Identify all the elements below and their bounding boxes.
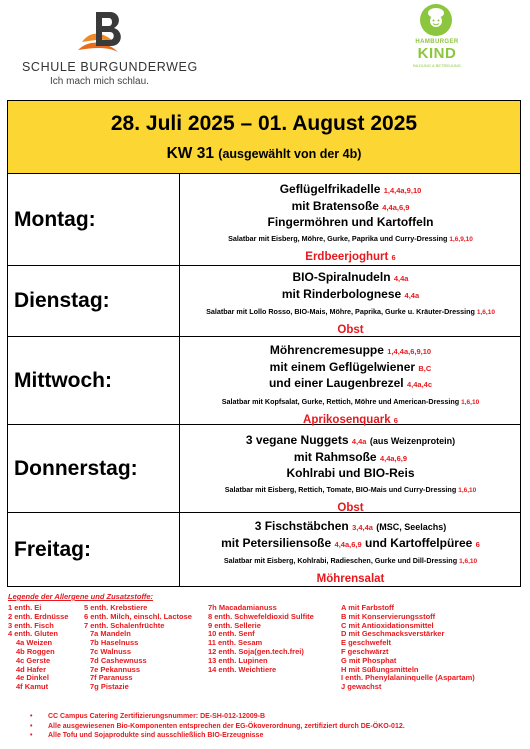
school-name: SCHULE BURGUNDERWEG xyxy=(22,60,198,74)
note-item: • Alle Tofu und Sojaprodukte sind ausschließlich BIO-Erzeugnisse xyxy=(30,731,520,741)
meal-cell xyxy=(181,266,520,340)
meal-line: Fingermöhren und Kartoffeln xyxy=(267,215,434,229)
legend-item: 13 enth. Lupinen xyxy=(208,655,268,665)
chef-icon xyxy=(420,4,452,36)
note-item: • Alle ausgewiesenen Bio-Komponenten entsprechen der EG-Ökoverordnung, zertifiziert durch DE-ÖKO-012. xyxy=(30,722,520,732)
dessert: Obst xyxy=(337,501,364,514)
meal-line: Geflügelfrikadelle 1,4,4a,9,10 xyxy=(279,182,422,196)
legend-item: 9 enth. Sellerie xyxy=(208,620,261,630)
meal-line: mit Petersiliensoße 4,4a,6,9 und Kartoffelpüree 6 xyxy=(221,535,480,550)
partner-top: HAMBURGER xyxy=(415,39,459,45)
legend-column-4 xyxy=(341,604,475,692)
legend-item: 3 enth. Fisch xyxy=(8,620,54,630)
legend-item: F geschwärzt xyxy=(341,646,389,656)
meal-line: mit Rahmsoße 4,4a,6,9 xyxy=(293,449,408,464)
meal-line: 3 vegane Nuggets 4,4a (aus Weizenprotein) xyxy=(245,433,456,447)
dessert: Aprikosenquark 6 xyxy=(303,413,398,426)
meal-line: mit Bratensoße 4,4a,6,9 xyxy=(291,198,410,213)
legend-item: G mit Phosphat xyxy=(341,655,397,665)
legend-item: 7c Walnuss xyxy=(90,646,131,656)
meal-line: mit Rinderbolognese 4,4a xyxy=(281,286,420,301)
meal-cell xyxy=(181,174,520,273)
meal-line: Kohlrabi und BIO-Reis xyxy=(286,466,415,480)
school-logo xyxy=(10,6,200,86)
school-logo-icon xyxy=(74,8,130,62)
legend-item: 14 enth. Weichtiere xyxy=(208,664,277,674)
day-row-friday xyxy=(8,513,520,586)
dessert: Möhrensalat xyxy=(316,573,385,585)
meal-line: mit einem Geflügelwiener B,C xyxy=(269,359,432,374)
legend-item: I enth. Phenylalaninquelle (Aspartam) xyxy=(341,673,475,683)
day-label: Dienstag: xyxy=(8,266,180,336)
legend-item: 7d Cashewnuss xyxy=(90,655,147,665)
legend-item: C mit Antioxidationsmittel xyxy=(341,620,434,630)
legend-column-1 xyxy=(8,604,68,692)
legend-item: 4d Hafer xyxy=(16,664,47,674)
legend-title: Legende der Allergene und Zusatzstoffe: xyxy=(8,592,154,601)
legend-column-2 xyxy=(84,604,192,692)
legend-item: 4 enth. Gluten xyxy=(8,629,59,639)
partner-name: KIND xyxy=(417,45,457,62)
legend-item: 7a Mandeln xyxy=(90,629,131,639)
meal-line: Möhrencremesuppe 1,4,4a,6,9,10 xyxy=(269,343,432,357)
day-label: Donnerstag: xyxy=(8,425,180,512)
salad-bar: Salatbar mit Lollo Rosso, BIO-Mais, Möhre, Paprika, Gurke u. Kräuter-Dressing 1,6,10 xyxy=(206,307,495,316)
legend-item: 2 enth. Erdnüsse xyxy=(8,611,69,621)
day-label: Freitag: xyxy=(8,513,180,586)
legend-item: 7b Haselnuss xyxy=(90,638,139,648)
meal-line: 3 Fischstäbchen 3,4,4a (MSC, Seelachs) xyxy=(254,519,447,533)
legend-item: 6 enth. Milch, einschl. Lactose xyxy=(84,611,192,621)
legend-item: 12 enth. Soja(gen.tech.frei) xyxy=(208,646,304,656)
legend-item: A mit Farbstoff xyxy=(341,603,395,612)
legend-item: 1 enth. Ei xyxy=(8,603,42,612)
salad-bar: Salatbar mit Eisberg, Rettich, Tomate, BIO-Mais und Curry-Dressing 1,6,10 xyxy=(224,484,477,494)
legend-column-3 xyxy=(208,604,314,674)
week-number: KW 31 xyxy=(166,145,214,162)
dessert: Obst xyxy=(337,324,364,336)
legend-item: B mit Konservierungsstoff xyxy=(341,611,436,621)
legend-item: 4e Dinkel xyxy=(16,673,49,683)
week-banner xyxy=(8,101,520,174)
day-label: Montag: xyxy=(8,174,180,265)
partner-logo xyxy=(407,4,487,88)
legend-item: 7 enth. Schalenfrüchte xyxy=(84,620,165,630)
legend-item: 5 enth. Krebstiere xyxy=(84,603,148,612)
week-note: (ausgewählt von der 4b) xyxy=(218,147,362,161)
day-label: Mittwoch: xyxy=(8,337,180,424)
legend-item: 8 enth. Schwefeldioxid Sulfite xyxy=(208,611,314,621)
legend-item: 7e Pekannuss xyxy=(90,664,141,674)
day-row-thursday xyxy=(8,425,520,513)
allergen-legend xyxy=(8,592,523,707)
meal-line: und einer Laugenbrezel 4,4a,4c xyxy=(268,376,433,390)
menu-table xyxy=(7,100,521,587)
legend-item: 11 enth. Sesam xyxy=(208,638,263,648)
meal-line: BIO-Spiralnudeln 4,4a xyxy=(292,270,409,284)
meal-cell xyxy=(181,337,520,430)
legend-item: 4b Roggen xyxy=(16,646,55,656)
legend-item: 4f Kamut xyxy=(16,682,49,692)
legend-item: J gewachst xyxy=(341,682,382,692)
legend-item: 7f Paranuss xyxy=(90,673,133,683)
legend-item: 7g Pistazie xyxy=(90,682,129,692)
day-row-monday xyxy=(8,174,520,266)
legend-item: H mit Süßungsmitteln xyxy=(341,664,419,674)
legend-item: 4c Gerste xyxy=(16,655,51,665)
legend-item: E geschwefelt xyxy=(341,638,392,648)
meal-cell xyxy=(181,425,520,520)
note-item: • CC Campus Catering Zertifizierungsnummer: DE-SH-012-12009-B xyxy=(30,712,520,722)
legend-item: 4a Weizen xyxy=(16,638,53,648)
day-row-tuesday xyxy=(8,266,520,337)
partner-sub: BILDUNG & BETREUUNG xyxy=(413,63,461,68)
legend-item: 10 enth. Senf xyxy=(208,629,255,639)
day-row-wednesday xyxy=(8,337,520,425)
salad-bar: Salatbar mit Eisberg, Möhre, Gurke, Paprika und Curry-Dressing 1,6,9,10 xyxy=(228,233,473,243)
school-slogan: Ich mach mich schlau. xyxy=(50,76,149,87)
salad-bar: Salatbar mit Eisberg, Kohlrabi, Radieschen, Gurke und Dill-Dressing 1,6,10 xyxy=(223,556,478,565)
week-label xyxy=(8,145,520,163)
legend-item: D mit Geschmacksverstärker xyxy=(341,629,445,639)
legend-item: 7h Macadamianuss xyxy=(208,603,277,612)
dessert: Erdbeerjoghurt 6 xyxy=(305,250,396,263)
date-range: 28. Juli 2025 – 01. August 2025 xyxy=(110,112,418,135)
salad-bar: Salatbar mit Kopfsalat, Gurke, Rettich, Möhre und American-Dressing 1,6,10 xyxy=(221,396,480,406)
meal-cell xyxy=(181,513,520,592)
certification-notes xyxy=(30,712,520,741)
